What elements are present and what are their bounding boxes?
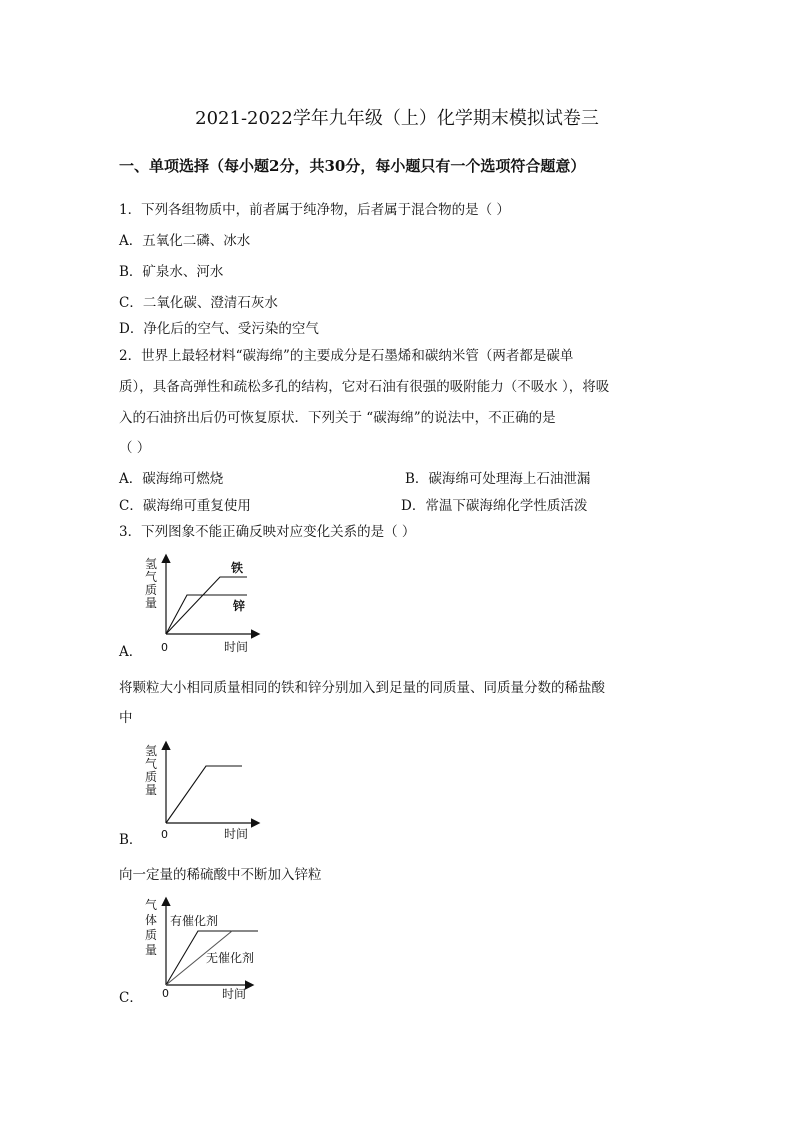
- graph-a-caption-line-1: 将颗粒大小相同质量相同的铁和锌分别加入到足量的同质量、同质量分数的稀盐酸: [119, 680, 605, 696]
- y-axis-label-3: 质: [145, 583, 158, 597]
- y-axis-label-4: 量: [145, 783, 158, 797]
- origin-label: 0: [162, 987, 169, 1000]
- question-2-option-b: B．碳海绵可处理海上石油泄漏: [405, 471, 591, 487]
- question-1-option-d: D．净化后的空气、受污染的空气: [119, 321, 319, 337]
- y-axis-label-1: 气: [145, 898, 158, 912]
- x-axis-label: 时间: [224, 827, 249, 841]
- y-axis-label-4: 量: [145, 943, 158, 957]
- question-2-option-c: C．碳海绵可重复使用: [119, 498, 251, 514]
- graph-b-caption: 向一定量的稀硫酸中不断加入锌粒: [119, 867, 322, 883]
- series-iron-label: 铁: [231, 561, 244, 575]
- series-line: [166, 766, 242, 823]
- graph-a-caption-line-2: 中: [119, 710, 133, 726]
- graph-a-option-label: A．: [119, 644, 143, 660]
- section-heading: 一、单项选择（每小题2分，共30分，每小题只有一个选项符合题意）: [119, 157, 586, 175]
- question-2-stem-line-1: 2．世界上最轻材料“碳海绵”的主要成分是石墨烯和碳纳米管（两者都是碳单: [119, 348, 574, 364]
- question-2-option-a: A．碳海绵可燃烧: [119, 471, 224, 487]
- question-2-option-d: D．常温下碳海绵化学性质活泼: [401, 498, 588, 514]
- y-axis-label-3: 质: [145, 770, 158, 784]
- y-axis-label-4: 量: [145, 596, 158, 610]
- question-1-option-a: A．五氧化二磷、冰水: [119, 233, 251, 249]
- question-1-stem: 1．下列各组物质中，前者属于纯净物，后者属于混合物的是（ ）: [119, 202, 510, 218]
- graph-c: [140, 893, 275, 1001]
- question-2-stem-line-4: （ ）: [119, 440, 151, 456]
- page-title: 2021-2022学年九年级（上）化学期末模拟试卷三: [195, 108, 599, 129]
- origin-label: 0: [161, 828, 168, 841]
- origin-label: 0: [161, 641, 168, 654]
- y-axis-label-3: 质: [145, 928, 158, 942]
- question-2-stem-line-3: 入的石油挤出后仍可恢复原状．下列关于 “碳海绵”的说法中，不正确的是: [119, 410, 556, 426]
- question-1-option-c: C．二氧化碳、澄清石灰水: [119, 295, 278, 311]
- series-zinc-label: 锌: [233, 599, 246, 613]
- y-axis-label-1: 氢: [145, 557, 158, 571]
- series-with-catalyst-label: 有催化剂: [170, 914, 219, 928]
- graph-b-option-label: B．: [119, 832, 143, 848]
- series-without-catalyst-label: 无催化剂: [206, 951, 255, 965]
- graph-b: [140, 737, 270, 842]
- y-axis-label-2: 体: [145, 913, 158, 927]
- x-axis-label: 时间: [224, 640, 249, 654]
- graph-c-option-label: C．: [119, 990, 143, 1006]
- y-axis-label-2: 气: [145, 570, 158, 584]
- y-axis-label-1: 氢: [145, 744, 158, 758]
- question-1-option-b: B．矿泉水、河水: [119, 264, 224, 280]
- question-3-stem: 3．下列图象不能正确反映对应变化关系的是（ ）: [119, 524, 416, 540]
- y-axis-label-2: 气: [145, 757, 158, 771]
- x-axis-label: 时间: [222, 987, 247, 1001]
- graph-a: [140, 550, 270, 655]
- question-2-stem-line-2: 质），具备高弹性和疏松多孔的结构，它对石油有很强的吸附能力（不吸水 ），将吸: [119, 379, 610, 395]
